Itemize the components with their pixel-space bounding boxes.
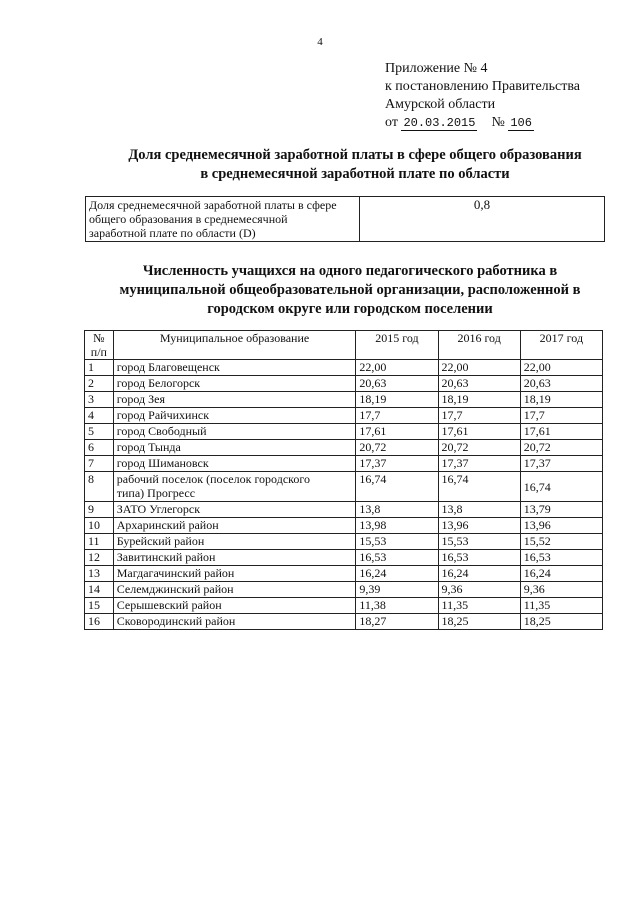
row-value-2016: 18,19 [438,392,520,408]
row-municipality: Бурейский район [113,534,356,550]
table-row [85,502,603,518]
row-value-2017: 18,19 [520,392,602,408]
row-num: 8 [85,472,114,502]
row-value-2017: 13,79 [520,502,602,518]
table-row [85,424,603,440]
table-row [85,360,603,376]
number-prefix: № [491,115,505,130]
indicator-row [86,197,605,242]
row-num: 16 [85,614,114,630]
indicator-label [86,197,360,242]
header-2015: 2015 год [356,331,438,360]
appendix-title: Приложение № 4 [385,61,488,76]
row-value-2015: 17,37 [356,456,438,472]
section2-title-line1: Численность учащихся на одного педагогического работника в [142,263,558,279]
row-num: 3 [85,392,114,408]
appendix-block [385,60,580,132]
row-value-2017: 17,37 [520,456,602,472]
row-municipality: Магдагачинский район [113,566,356,582]
resolution-number: 106 [510,116,532,130]
row-value-2017: 16,53 [520,550,602,566]
row-municipality-line1: рабочий поселок (поселок городского [116,472,310,486]
row-value-2015: 20,72 [356,440,438,456]
row-value-2016: 13,96 [438,518,520,534]
row-value-2017: 20,63 [520,376,602,392]
row-num: 14 [85,582,114,598]
appendix-region: Амурской области [385,97,496,112]
table-row [85,614,603,630]
row-value-2016: 17,61 [438,424,520,440]
row-value-2016: 17,7 [438,408,520,424]
row-num: 15 [85,598,114,614]
row-value-2015: 9,39 [356,582,438,598]
row-municipality: город Райчихинск [113,408,356,424]
row-value-2016: 16,74 [438,472,520,502]
row-value-2016: 9,36 [438,582,520,598]
appendix-date-line [385,114,580,132]
row-num: 10 [85,518,114,534]
row-municipality: город Белогорск [113,376,356,392]
section1-title-line2: в среднемесячной заработной плате по области [200,166,510,182]
row-num: 7 [85,456,114,472]
section2-title-line3: городском округе или городском поселении [207,301,493,317]
row-value-2017: 17,61 [520,424,602,440]
row-value-2015: 13,98 [356,518,438,534]
row-value-2017: 16,74 [520,472,602,502]
row-num: 6 [85,440,114,456]
row-value-2016: 20,63 [438,376,520,392]
row-value-2015: 17,7 [356,408,438,424]
row-value-2016: 20,72 [438,440,520,456]
row-value-2016: 16,24 [438,566,520,582]
row-value-2015: 13,8 [356,502,438,518]
section1-title-line1: Доля среднемесячной заработной платы в сфере общего образования [128,147,582,163]
section2-title-line2: муниципальной общеобразовательной организации, расположенной в [119,282,581,298]
indicator-label-line1: Доля среднемесячной заработной платы в сфере [89,198,337,212]
row-value-2017: 15,52 [520,534,602,550]
table-row [85,582,603,598]
row-num: 1 [85,360,114,376]
row-municipality: Селемджинский район [113,582,356,598]
table-row [85,376,603,392]
row-municipality: город Шимановск [113,456,356,472]
row-num: 2 [85,376,114,392]
row-municipality: Сковородинский район [113,614,356,630]
table-row [85,518,603,534]
row-value-2017: 16,24 [520,566,602,582]
row-value-2016: 13,8 [438,502,520,518]
row-value-2016: 15,53 [438,534,520,550]
row-value-2017: 11,35 [520,598,602,614]
row-value-2016: 16,53 [438,550,520,566]
row-value-2017: 22,00 [520,360,602,376]
table-row [85,456,603,472]
row-value-2015: 11,38 [356,598,438,614]
row-municipality: Архаринский район [113,518,356,534]
row-value-2017: 9,36 [520,582,602,598]
row-num: 11 [85,534,114,550]
row-num: 12 [85,550,114,566]
row-value-2015: 15,53 [356,534,438,550]
header-2017: 2017 год [520,331,602,360]
row-municipality: город Тында [113,440,356,456]
table-row [85,408,603,424]
date-prefix: от [385,115,398,130]
row-municipality: город Зея [113,392,356,408]
table-row [85,392,603,408]
row-num: 4 [85,408,114,424]
header-municipality: Муниципальное образование [113,331,356,360]
table-row [85,472,603,502]
row-value-2015: 16,74 [356,472,438,502]
row-value-2016: 18,25 [438,614,520,630]
row-value-2015: 18,27 [356,614,438,630]
row-value-2017: 18,25 [520,614,602,630]
row-municipality: город Свободный [113,424,356,440]
row-value-2015: 16,24 [356,566,438,582]
page-number: 4 [317,36,323,48]
table-header-row [85,331,603,360]
indicator-table [85,196,605,242]
row-municipality-line2: типа) Прогресс [116,486,196,500]
table-row [85,566,603,582]
row-num: 9 [85,502,114,518]
row-value-2015: 20,63 [356,376,438,392]
table-row [85,550,603,566]
appendix-resolution: к постановлению Правительства [385,79,581,94]
row-value-2017: 17,7 [520,408,602,424]
header-2016: 2016 год [438,331,520,360]
row-value-2017: 20,72 [520,440,602,456]
table-row [85,534,603,550]
row-num: 5 [85,424,114,440]
header-num-line1: № [93,331,105,345]
table-row [85,598,603,614]
row-value-2016: 17,37 [438,456,520,472]
row-value-2015: 18,19 [356,392,438,408]
row-municipality [113,472,356,502]
section2-title [85,262,615,319]
table-row [85,440,603,456]
row-municipality: ЗАТО Углегорск [113,502,356,518]
row-municipality: город Благовещенск [113,360,356,376]
row-value-2017: 13,96 [520,518,602,534]
row-municipality: Завитинский район [113,550,356,566]
header-num-line2: п/п [90,345,107,359]
row-value-2015: 17,61 [356,424,438,440]
row-value-2016: 22,00 [438,360,520,376]
students-per-teacher-table [84,330,603,630]
row-value-2016: 11,35 [438,598,520,614]
indicator-value: 0,8 [360,197,605,242]
header-num [85,331,114,360]
indicator-label-line3: заработной плате по области (D) [89,226,256,240]
row-value-2015: 22,00 [356,360,438,376]
row-municipality: Серышевский район [113,598,356,614]
row-value-2015: 16,53 [356,550,438,566]
resolution-date: 20.03.2015 [403,116,476,130]
indicator-label-line2: общего образования в среднемесячной [89,212,288,226]
row-num: 13 [85,566,114,582]
section1-title [90,146,620,184]
